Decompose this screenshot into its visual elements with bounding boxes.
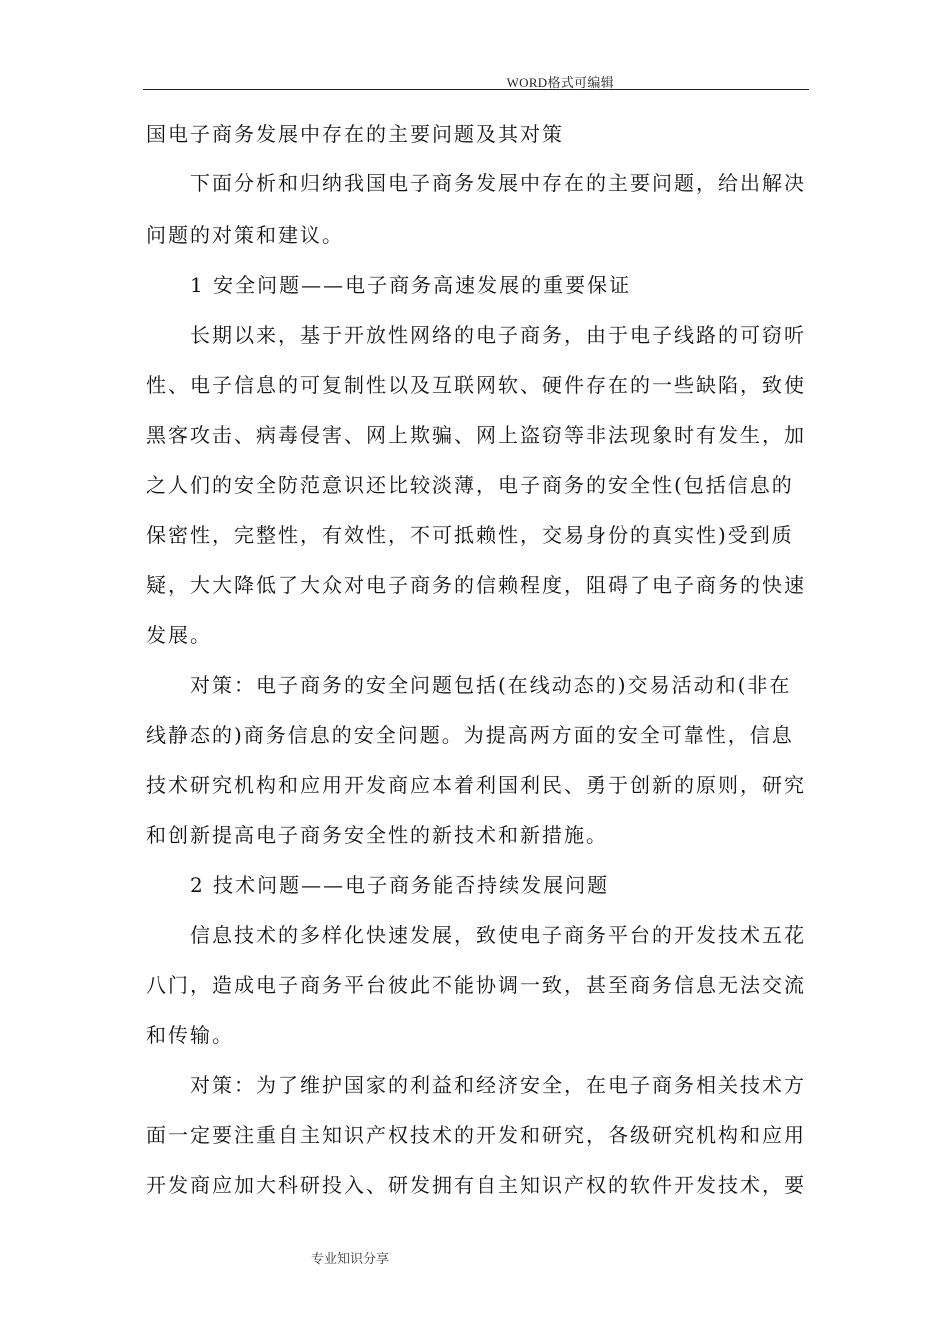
paragraph-line: 面一定要注重自主知识产权技术的开发和研究，各级研究机构和应用	[146, 1123, 806, 1147]
section-title: 国电子商务发展中存在的主要问题及其对策	[146, 122, 564, 146]
paragraph-line: 线静态的)商务信息的安全问题。为提高两方面的安全可靠性，信息	[146, 723, 794, 747]
paragraph-line: 和创新提高电子商务安全性的新技术和新措施。	[146, 823, 608, 847]
page-footer: 专业知识分享	[311, 1252, 390, 1267]
paragraph-line: 技术研究机构和应用开发商应本着利国利民、勇于创新的原则，研究	[146, 773, 806, 797]
header-rule	[143, 89, 809, 90]
paragraph-line: 问题的对策和建议。	[146, 223, 344, 247]
subsection-heading: 2 技术问题——电子商务能否持续发展问题	[190, 873, 610, 897]
paragraph-line: 黑客攻击、病毒侵害、网上欺骗、网上盗窃等非法现象时有发生，加	[146, 423, 806, 447]
paragraph-line: 保密性，完整性，有效性，不可抵赖性，交易身份的真实性)受到质	[146, 523, 794, 547]
paragraph-line: 信息技术的多样化快速发展，致使电子商务平台的开发技术五花	[190, 923, 806, 947]
paragraph-line: 下面分析和归纳我国电子商务发展中存在的主要问题，给出解决	[190, 171, 806, 195]
paragraph-line: 对策：为了维护国家的利益和经济安全，在电子商务相关技术方	[190, 1073, 806, 1097]
paragraph-line: 发展。	[146, 623, 212, 647]
paragraph-line: 疑，大大降低了大众对电子商务的信赖程度，阻碍了电子商务的快速	[146, 573, 806, 597]
paragraph-line: 性、电子信息的可复制性以及互联网软、硬件存在的一些缺陷，致使	[146, 373, 806, 397]
paragraph-line: 开发商应加大科研投入、研发拥有自主知识产权的软件开发技术，要	[146, 1173, 806, 1197]
page-header: WORD格式可编辑	[506, 75, 614, 90]
subsection-heading: 1 安全问题——电子商务高速发展的重要保证	[190, 273, 632, 297]
paragraph-line: 之人们的安全防范意识还比较淡薄，电子商务的安全性(包括信息的	[146, 473, 794, 497]
paragraph-line: 长期以来，基于开放性网络的电子商务，由于电子线路的可窃听	[190, 323, 806, 347]
paragraph-line: 和传输。	[146, 1023, 234, 1047]
paragraph-line: 八门，造成电子商务平台彼此不能协调一致，甚至商务信息无法交流	[146, 973, 806, 997]
paragraph-line: 对策：电子商务的安全问题包括(在线动态的)交易活动和(非在	[190, 673, 792, 697]
